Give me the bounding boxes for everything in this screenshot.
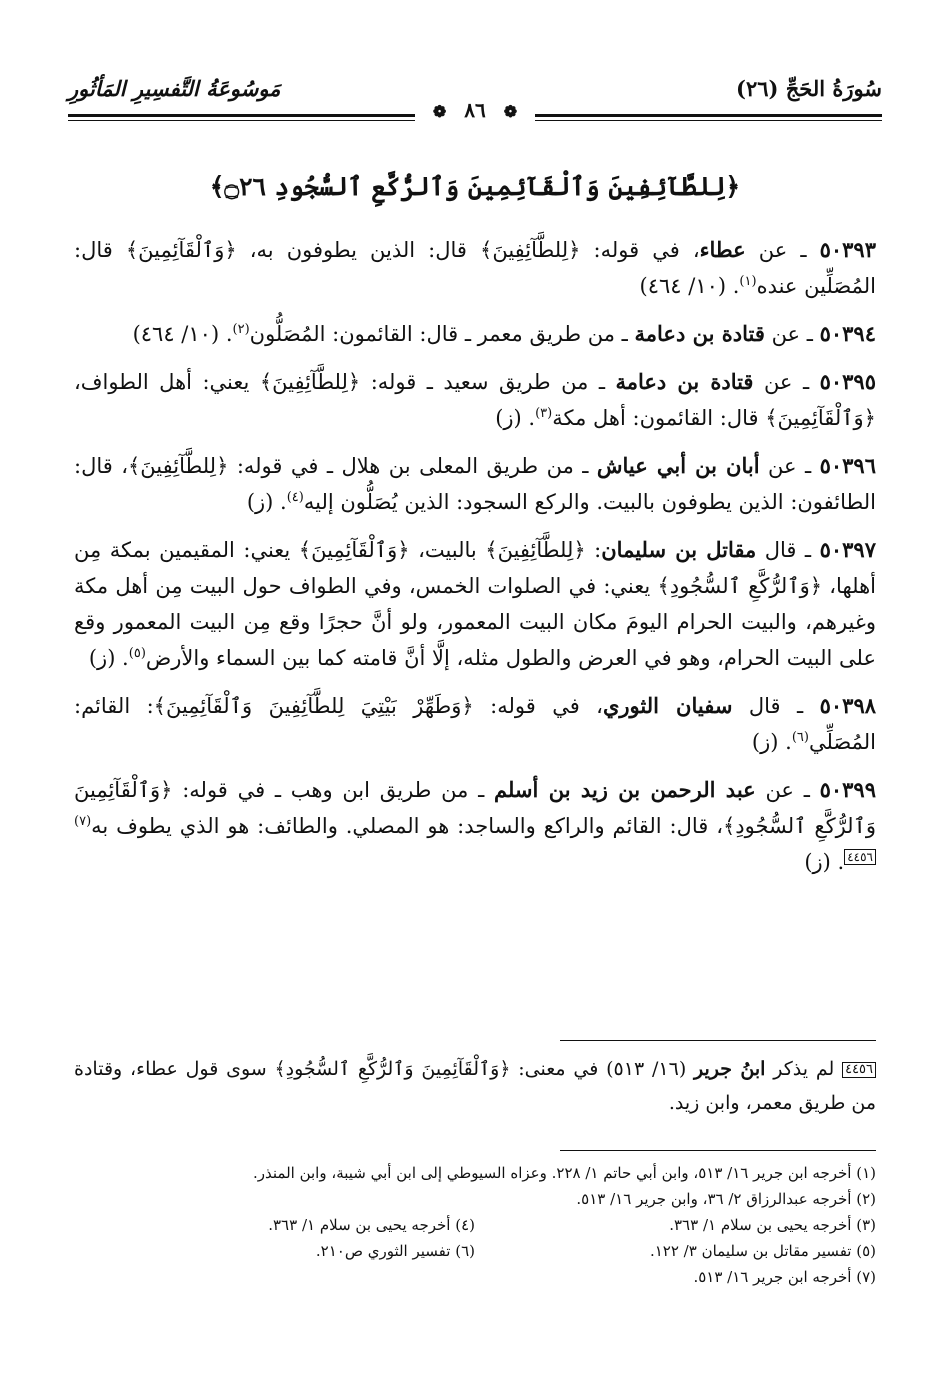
volume-reference: . (ز): [88, 646, 129, 670]
footnote: (١) أخرجه ابن جرير ١٦/ ٥١٣، وابن أبي حاتم ١/ ٢٢٨. وعزاه السيوطي إلى ابن أبي شيبة، وابن المنذر.: [252, 1164, 876, 1182]
entry-text: ـ قال: [732, 694, 820, 718]
footnote-row: [74, 1238, 876, 1264]
footnote-marker: (٦): [791, 730, 809, 745]
commentary-name: ابنُ جرير: [694, 1058, 766, 1080]
entry-text: ـ عن: [759, 454, 820, 478]
entry-text: ، في قوله: ﴿وَطَهِّرْ بَيْتِيَ لِلطَّآئِفِينَ وَٱلْقَآئِمِينَ﴾: القائم: المُصَلِّي: [74, 694, 876, 754]
volume-reference: . (ز): [495, 406, 536, 430]
narrator-name: عطاء: [699, 237, 746, 262]
footnote: (٣) أخرجه يحيى بن سلام ١/ ٣٦٣.: [669, 1216, 876, 1234]
entry-number: ٥٠٣٩٨: [819, 693, 877, 718]
commentary-text: (١٦/ ٥١٣) في معنى: ﴿وَٱلْقَآئِمِينَ وَٱلرُّكَّعِ ٱلسُّجُودِ﴾ سوى قول عطاء، وقتادة من طريق معمر، وابن زيد.: [74, 1058, 876, 1114]
verse-heading: ﴿لِلطَّآئِفِينَ وَٱلْقَآئِمِينَ وَٱلرُّكَّعِ ٱلسُّجُودِ ۝٢٦﴾: [209, 172, 741, 201]
footnote: (٤) أخرجه يحيى بن سلام ١/ ٣٦٣.: [268, 1216, 475, 1234]
footnote: (٦) تفسير الثوري ص٢١٠.: [315, 1242, 475, 1260]
entry: [74, 532, 876, 676]
narrator-name: قتادة بن دعامة: [615, 369, 754, 394]
narrator-name: سفيان الثوري: [602, 693, 733, 718]
entry-text: ـ عن: [745, 238, 820, 262]
narrator-name: مقاتل بن سليمان: [601, 537, 757, 562]
entry-number: ٥٠٣٩٦: [819, 453, 876, 478]
footnote-marker: (٤): [286, 490, 304, 505]
entry-text: ـ عن: [753, 370, 820, 394]
entry-number: ٥٠٣٩٤: [819, 321, 876, 346]
commentary-divider: [560, 1040, 876, 1041]
entry-number: ٥٠٣٩٩: [819, 777, 876, 802]
entry: [74, 364, 876, 436]
footnote-row: [74, 1212, 876, 1238]
entry-text: ـ من طريق سعيد ـ قوله: ﴿لِلطَّآئِفِينَ﴾ يعني: أهل الطواف، ﴿وَٱلْقَآئِمِينَ﴾ قال: القائمون: أهل مكة: [74, 370, 876, 430]
book-title: مَوسُوعَةُ التَّفسِيرِ المَأثُورِ: [68, 76, 281, 101]
entry-text: ـ من طريق المعلى بن هلال ـ في قوله: ﴿لِلطَّآئِفِينَ﴾، قال: الطائفون: الذين يطوفون بالبيت. والركع السجود: الذين يُصَلُّون إليه: [74, 454, 876, 514]
volume-reference: . (ز): [804, 850, 845, 874]
footnote-marker: (١): [739, 274, 757, 289]
volume-reference: . (١٠/ ٤٦٤): [639, 274, 740, 298]
footnotes: [74, 1160, 876, 1290]
footnote: (٥) تفسير مقاتل بن سليمان ٣/ ١٢٢.: [649, 1242, 876, 1260]
entry-number: ٥٠٣٩٥: [819, 369, 876, 394]
entry-text: ـ من طريق معمر ـ قال: القائمون: المُصَلُّون: [249, 322, 635, 346]
narrator-name: أبان بن أبي عياش: [596, 453, 760, 478]
commentary-number: ٤٤٥٦: [842, 1062, 876, 1078]
entry-number: ٥٠٣٩٣: [819, 237, 876, 262]
ornament-icon: ❁: [429, 102, 450, 121]
commentary-note: [74, 1052, 876, 1120]
footnote-marker: (٣): [535, 406, 553, 421]
footnote-marker: (٥): [128, 646, 146, 661]
entry-text: : ﴿لِلطَّآئِفِينَ﴾ بالبيت، ﴿وَٱلْقَآئِمِينَ﴾ يعني: المقيمين بمكة مِن أهلها، ﴿وَٱلرُّكَّعِ ٱلسُّجُودِ﴾ يعني: في الصلوات الخمس، وفي الطواف حول البيت مِن أهل مكة وغيرهم، والبيت الحرام اليومَ مكان البيت المعمور، ولو أنَّ حجرًا وقع مِن البيت المعمور وقع على البيت الحرام، وهو في العرض والطول مثله، إلَّا أنَّ قامته كما بين السماء والأرض: [74, 538, 876, 670]
commentary-text: لم يذكر: [765, 1058, 843, 1080]
entry-text: ـ عن: [755, 778, 820, 802]
commentary-marker[interactable]: ٤٤٥٦: [844, 849, 876, 865]
entry: [74, 232, 876, 304]
entry-text: ـ قال: [756, 538, 820, 562]
footnote-marker: (٧): [74, 814, 92, 829]
volume-reference: . (ز): [751, 730, 792, 754]
entry-text: ـ من طريق ابن وهب ـ في قوله: ﴿وَٱلْقَآئِمِينَ وَٱلرُّكَّعِ ٱلسُّجُودِ﴾، قال: القائم والراكع والساجد: هو المصلي. والطائف: هو الذي يطوف به: [74, 778, 876, 838]
entry-number: ٥٠٣٩٧: [819, 537, 876, 562]
footnote: (٧) أخرجه ابن جرير ١٦/ ٥١٣.: [693, 1268, 876, 1286]
footnote-divider: [560, 1150, 876, 1151]
narrator-name: عبد الرحمن بن زيد بن أسلم: [493, 777, 756, 802]
entry-text: ، في قوله: ﴿لِلطَّآئِفِينَ﴾ قال: الذين يطوفون به، ﴿وَٱلْقَآئِمِينَ﴾ قال: المُصَلِّين عنده: [74, 238, 876, 298]
volume-reference: . (ز): [246, 490, 287, 514]
entries: [74, 232, 876, 892]
narrator-name: قتادة بن دعامة: [634, 321, 765, 346]
entry-text: ـ عن: [764, 322, 820, 346]
entry: [74, 448, 876, 520]
footnote-marker: (٢): [232, 322, 250, 337]
surah-title: سُورَةُ الحَجِّ (٢٦): [736, 76, 882, 101]
entry: [74, 772, 876, 880]
entry: [74, 316, 876, 352]
volume-reference: . (١٠/ ٤٦٤): [132, 322, 233, 346]
footnote: (٢) أخرجه عبدالرزاق ٢/ ٣٦، وابن جرير ١٦/ ٥١٣.: [576, 1190, 876, 1208]
page-number-text: ٨٦: [450, 98, 499, 122]
entry: [74, 688, 876, 760]
page-number: [0, 98, 950, 122]
ornament-icon: ❁: [500, 102, 521, 121]
